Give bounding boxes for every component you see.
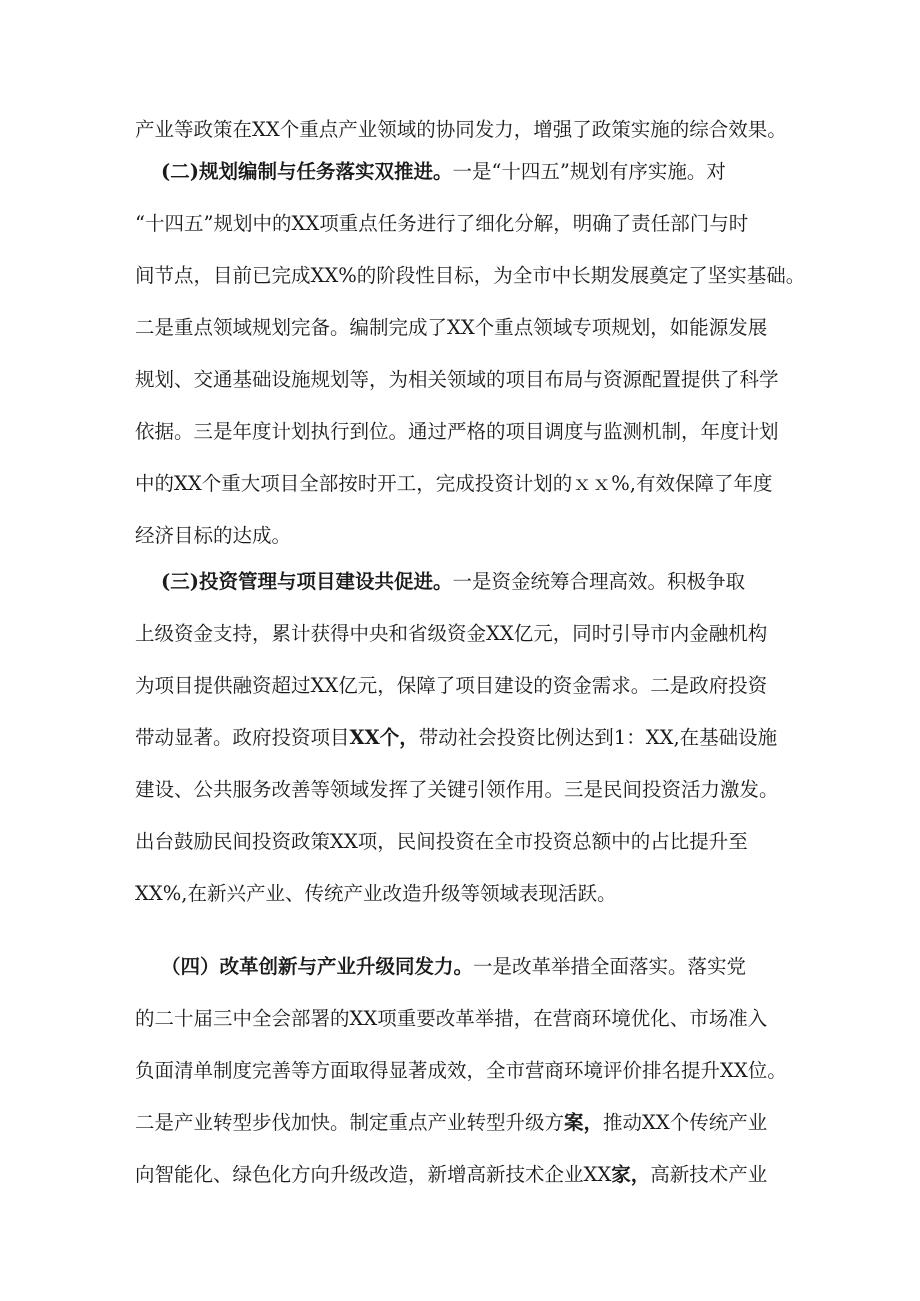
- text-segment: 推动XX个传统产业: [603, 1111, 768, 1134]
- section-heading-reform: （四）改革创新与产业升级同发力。: [161, 955, 474, 978]
- text-line: 为项目提供融资超过XX亿元，保障了项目建设的资金需求。二是政府投资: [135, 674, 768, 697]
- text-line: XX%,在新兴产业、传统产业改造升级等领域表现活跃。: [135, 882, 617, 905]
- text-line: [135, 941, 790, 993]
- text-segment: 一是改革举措全面落实。落实党: [473, 955, 747, 978]
- text-line: [135, 1149, 790, 1201]
- text-line: 中的XX个重大项目全部按时开工，完成投资计划的ｘｘ%,有效保障了年度: [135, 472, 773, 495]
- text-segment-bold: 案，: [564, 1111, 604, 1134]
- text-line: 产业等政策在XX个重点产业领域的协同发力，增强了政策实施的综合效果。: [135, 118, 787, 141]
- text-line: [135, 556, 790, 608]
- text-line: “十四五”规划中的XX项重点任务进行了细化分解，明确了责任部门与时: [135, 212, 749, 235]
- text-segment: 一是资金统筹合理高效。积极争取: [452, 570, 745, 593]
- text-segment: 高新技术产业: [650, 1163, 768, 1186]
- paragraph-planning: [135, 146, 806, 562]
- text-segment: 带动显著。政府投资项目: [135, 726, 350, 749]
- text-line: [135, 146, 790, 198]
- text-segment: 向智能化、绿色化方向升级改造，新增高新技术企业XX: [135, 1163, 612, 1186]
- text-line: 出台鼓励民间投资政策XX项，民间投资在全市投资总额中的占比提升至: [135, 830, 748, 853]
- paragraph-reform: [135, 941, 790, 1201]
- text-line: 负面清单制度完善等方面取得显著成效，全市营商环境评价排名提升XX位。: [135, 1059, 787, 1082]
- section-heading-planning: (二)规划编制与任务落实双推进。: [161, 160, 453, 183]
- text-line: 建设、公共服务改善等领域发挥了关键引领作用。三是民间投资活力激发。: [135, 778, 779, 801]
- text-line: 依据。三是年度计划执行到位。通过严格的项目调度与监测机制，年度计划: [135, 420, 779, 443]
- text-segment-bold: XX个，: [349, 726, 419, 749]
- text-segment-bold: 家，: [611, 1163, 651, 1186]
- paragraph-investment: [135, 556, 790, 920]
- text-line: [135, 712, 790, 764]
- text-segment: 二是产业转型步伐加快。制定重点产业转型升级方: [135, 1111, 565, 1134]
- text-segment: 带动社会投资比例达到1：XX,在基础设施: [418, 726, 778, 749]
- text-line: [135, 1097, 790, 1149]
- text-line: 规划、交通基础设施规划等，为相关领域的项目布局与资源配置提供了科学: [135, 368, 779, 391]
- text-line: 上级资金支持，累计获得中央和省级资金XX亿元，同时引导市内金融机构: [135, 622, 768, 645]
- text-line: 经济目标的达成。: [135, 524, 292, 547]
- text-line: 间节点，目前已完成XX%的阶段性目标，为全市中长期发展奠定了坚实基础。: [135, 264, 806, 287]
- text-line: 二是重点领域规划完备。编制完成了XX个重点领域专项规划，如能源发展: [135, 316, 768, 339]
- section-heading-investment: (三)投资管理与项目建设共促进。: [161, 570, 453, 593]
- text-line: 的二十届三中全会部署的XX项重要改革举措，在营商环境优化、市场准入: [135, 1007, 768, 1030]
- text-segment: 一是“十四五”规划有序实施。对: [452, 160, 726, 183]
